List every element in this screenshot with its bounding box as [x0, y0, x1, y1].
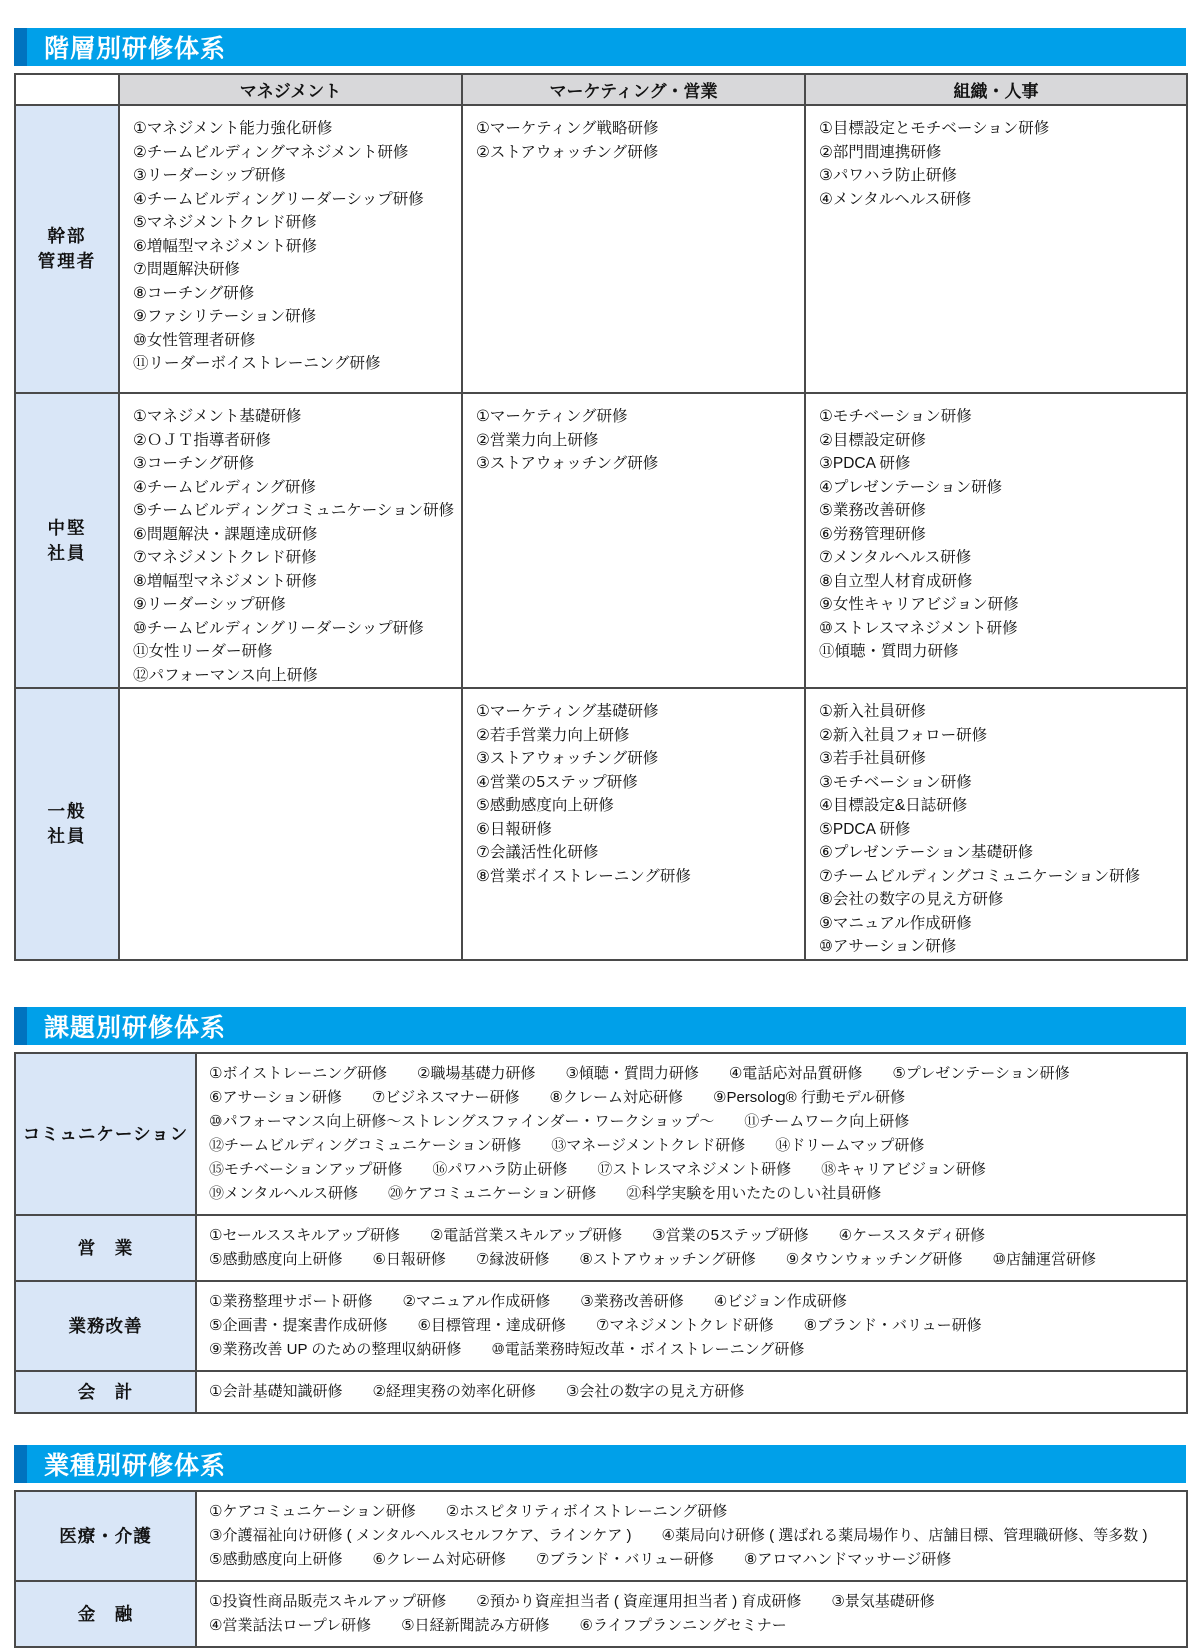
training-line: ①ボイストレーニング研修 ②職場基礎力研修 ③傾聴・質問力研修 ④電話応対品質研修 ⑤プレゼンテーション研修 [209, 1064, 1070, 1082]
industry-section-title: 業種別研修体系 [44, 1451, 227, 1480]
training-item: ⑩アサーション研修 [819, 938, 957, 955]
training-item: ⑧増幅型マネジメント研修 [133, 572, 317, 590]
training-item: ⑤感動感度向上研修 [476, 797, 614, 814]
table-row [15, 105, 1187, 393]
training-item: ①マーケティング研修 [476, 408, 628, 425]
hierarchy-table [14, 73, 1188, 961]
column-header: マーケティング・営業 [462, 74, 805, 105]
training-line: ⑩パフォーマンス向上研修～ストレングスファインダー・ワークショップ～ ⑪チームワーク向上研修 [209, 1112, 910, 1130]
training-item: ⑨マニュアル作成研修 [819, 914, 972, 932]
training-line: ①投資性商品販売スキルアップ研修 ②預かり資産担当者 ( 資産運用担当者 ) 育成研修 ③景気基礎研修 [209, 1592, 935, 1610]
topic-table [14, 1052, 1188, 1414]
training-item: ⑧コーチング研修 [133, 284, 255, 302]
training-item: ⑨リーダーシップ研修 [133, 596, 286, 613]
row-label: コミュニケーション [15, 1053, 196, 1215]
training-item: ②ＯＪＴ指導者研修 [133, 431, 271, 449]
table-row [15, 1491, 1187, 1581]
training-item: ③パワハラ防止研修 [819, 167, 957, 184]
training-item: ⑩ストレスマネジメント研修 [819, 619, 1018, 637]
training-item: ④プレゼンテーション研修 [819, 478, 1003, 496]
row-label [15, 105, 119, 393]
row-label [15, 393, 119, 688]
row-label: 業務改善 [15, 1281, 196, 1371]
section-topic [14, 1007, 1186, 1414]
row-label-line: 幹部 [47, 226, 87, 246]
training-cell [196, 1371, 1187, 1413]
training-cell [196, 1215, 1187, 1281]
training-item: ①マーケティング戦略研修 [476, 120, 659, 137]
row-label-line: 管理者 [37, 251, 97, 271]
training-item: ④メンタルヘルス研修 [819, 190, 972, 208]
training-item: ②営業力向上研修 [476, 431, 599, 449]
training-item: ②新入社員フォロー研修 [819, 726, 988, 744]
training-item: ③ストアウォッチング研修 [476, 455, 659, 472]
training-item: ③ストアウォッチング研修 [476, 750, 659, 767]
training-item: ⑥労務管理研修 [819, 525, 926, 543]
training-item: ⑦メンタルヘルス研修 [819, 549, 972, 566]
hierarchy-title-bar [14, 28, 1186, 66]
training-item: ⑪女性リーダー研修 [133, 643, 273, 660]
training-item: ③PDCA 研修 [819, 455, 911, 472]
training-cell [196, 1491, 1187, 1581]
training-cell [119, 393, 462, 688]
training-item: ②目標設定研修 [819, 431, 926, 449]
training-cell [462, 393, 805, 688]
training-cell [119, 105, 462, 393]
training-cell [196, 1281, 1187, 1371]
training-item: ④目標設定&日誌研修 [819, 797, 968, 814]
training-item: ①マネジメント基礎研修 [133, 408, 302, 425]
training-item: ⑪リーダーボイストレーニング研修 [133, 355, 381, 372]
training-line: ①ケアコミュニケーション研修 ②ホスピタリティボイストレーニング研修 [209, 1502, 728, 1520]
table-row [15, 1371, 1187, 1413]
industry-table [14, 1490, 1188, 1648]
training-item: ①マネジメント能力強化研修 [133, 120, 333, 137]
row-label-line: 中堅 [47, 517, 87, 538]
training-item: ⑦チームビルディングコミュニケーション研修 [819, 867, 1141, 885]
training-item: ⑤業務改善研修 [819, 502, 926, 519]
training-line: ⑲メンタルヘルス研修 ⑳ケアコミュニケーション研修 ㉑科学実験を用いたたのしい社員研修 [209, 1184, 882, 1202]
training-line: ⑨業務改善 UP のための整理収納研修 ⑩電話業務時短改革・ボイストレーニング研修 [209, 1340, 805, 1358]
training-line: ⑮モチベーションアップ研修 ⑯パワハラ防止研修 ⑰ストレスマネジメント研修 ⑱キャリアビジョン研修 [209, 1160, 986, 1178]
training-item: ⑦会議活性化研修 [476, 844, 599, 861]
training-item: ①新入社員研修 [819, 703, 926, 720]
training-item: ③若手社員研修 [819, 750, 926, 767]
training-item: ①モチベーション研修 [819, 408, 972, 425]
training-item: ②チームビルディングマネジメント研修 [133, 143, 409, 161]
training-item: ①目標設定とモチベーション研修 [819, 120, 1050, 137]
training-item: ⑨ファシリテーション研修 [133, 308, 317, 325]
table-row [15, 1281, 1187, 1371]
training-item: ⑤PDCA 研修 [819, 820, 911, 838]
training-item: ③モチベーション研修 [819, 773, 972, 791]
training-cell [805, 105, 1187, 393]
row-label-line: 一般 [47, 800, 87, 821]
training-line: ⑥アサーション研修 ⑦ビジネスマナー研修 ⑧クレーム対応研修 ⑨Persolog® 行動モデル研修 [209, 1088, 906, 1106]
row-label-line: 社員 [47, 825, 87, 846]
training-cell [462, 105, 805, 393]
training-item: ⑫パフォーマンス向上研修 [133, 666, 318, 684]
training-item: ①マーケティング基礎研修 [476, 703, 659, 720]
training-item: ⑩チームビルディングリーダーシップ研修 [133, 619, 424, 637]
training-item: ②若手営業力向上研修 [476, 726, 630, 744]
training-item: ⑥増幅型マネジメント研修 [133, 237, 317, 255]
industry-title-bar [14, 1445, 1186, 1483]
training-item: ⑦問題解決研修 [133, 261, 240, 278]
training-line: ①セールススキルアップ研修 ②電話営業スキルアップ研修 ③営業の5ステップ研修 ④ケーススタディ研修 [209, 1226, 986, 1244]
table-row [15, 688, 1187, 960]
row-label: 会 計 [15, 1371, 196, 1413]
training-item: ⑪傾聴・質問力研修 [819, 643, 959, 660]
training-item: ⑤チームビルディングコミュニケーション研修 [133, 502, 455, 519]
training-line: ③介護福祉向け研修 ( メンタルヘルスセルフケア、ラインケア ) ④薬局向け研修 ( 選ばれる薬局場作り、店舗目標、管理職研修、等多数 ) [209, 1526, 1148, 1544]
training-item: ④営業の5ステップ研修 [476, 773, 638, 791]
training-line: ⑤企画書・提案書作成研修 ⑥目標管理・達成研修 ⑦マネジメントクレド研修 ⑧ブランド・バリュー研修 [209, 1316, 982, 1334]
training-line: ①会計基礎知識研修 ②経理実務の効率化研修 ③会社の数字の見え方研修 [209, 1382, 745, 1400]
training-cell [462, 688, 805, 960]
training-item: ⑧営業ボイストレーニング研修 [476, 867, 691, 885]
row-label [15, 688, 119, 960]
training-item: ④チームビルディング研修 [133, 478, 316, 496]
table-row [15, 1053, 1187, 1215]
training-line: ⑤感動感度向上研修 ⑥日報研修 ⑦縁波研修 ⑧ストアウォッチング研修 ⑨タウンウォッチング研修 ⑩店舗運営研修 [209, 1250, 1096, 1268]
training-line: ①業務整理サポート研修 ②マニュアル作成研修 ③業務改善研修 ④ビジョン作成研修 [209, 1292, 847, 1310]
training-item: ⑥問題解決・課題達成研修 [133, 525, 318, 543]
row-label-line: 社員 [47, 542, 87, 563]
row-label: 金 融 [15, 1581, 196, 1647]
row-label: 営 業 [15, 1215, 196, 1281]
training-line: ⑫チームビルディングコミュニケーション研修 ⑬マネージメントクレド研修 ⑭ドリームマップ研修 [209, 1136, 925, 1154]
training-cell [805, 688, 1187, 960]
training-item: ⑩女性管理者研修 [133, 331, 256, 349]
training-cell [196, 1581, 1187, 1647]
training-line: ⑤感動感度向上研修 ⑥クレーム対応研修 ⑦ブランド・バリュー研修 ⑧アロマハンドマッサージ研修 [209, 1550, 952, 1568]
training-line: ④営業話法ロープレ研修 ⑤日経新聞読み方研修 ⑥ライフプランニングセミナー [209, 1616, 787, 1634]
row-label: 医療・介護 [15, 1491, 196, 1581]
training-item: ⑧会社の数字の見え方研修 [819, 891, 1004, 908]
training-item: ⑥日報研修 [476, 820, 552, 838]
hierarchy-section-title: 階層別研修体系 [44, 35, 227, 63]
topic-title-bar [14, 1007, 1186, 1045]
section-industry [14, 1445, 1186, 1648]
training-item: ③コーチング研修 [133, 455, 255, 472]
training-item: ②ストアウォッチング研修 [476, 143, 659, 161]
training-item: ④チームビルディングリーダーシップ研修 [133, 190, 424, 208]
training-item: ⑥プレゼンテーション基礎研修 [819, 844, 1034, 861]
training-item: ③リーダーシップ研修 [133, 167, 286, 184]
training-cell [196, 1053, 1187, 1215]
column-header: 組織・人事 [805, 74, 1187, 105]
section-hierarchy [14, 28, 1186, 961]
training-item: ⑤マネジメントクレド研修 [133, 214, 317, 231]
training-cell [805, 393, 1187, 688]
training-item: ②部門間連携研修 [819, 143, 942, 161]
table-row [15, 1581, 1187, 1647]
training-item: ⑧自立型人材育成研修 [819, 572, 973, 590]
training-cell [119, 688, 462, 960]
table-row [15, 1215, 1187, 1281]
column-header: マネジメント [119, 74, 462, 105]
table-row [15, 393, 1187, 688]
topic-section-title: 課題別研修体系 [44, 1013, 227, 1042]
training-item: ⑦マネジメントクレド研修 [133, 549, 317, 566]
corner-cell [15, 74, 119, 105]
training-item: ⑨女性キャリアビジョン研修 [819, 596, 1019, 613]
